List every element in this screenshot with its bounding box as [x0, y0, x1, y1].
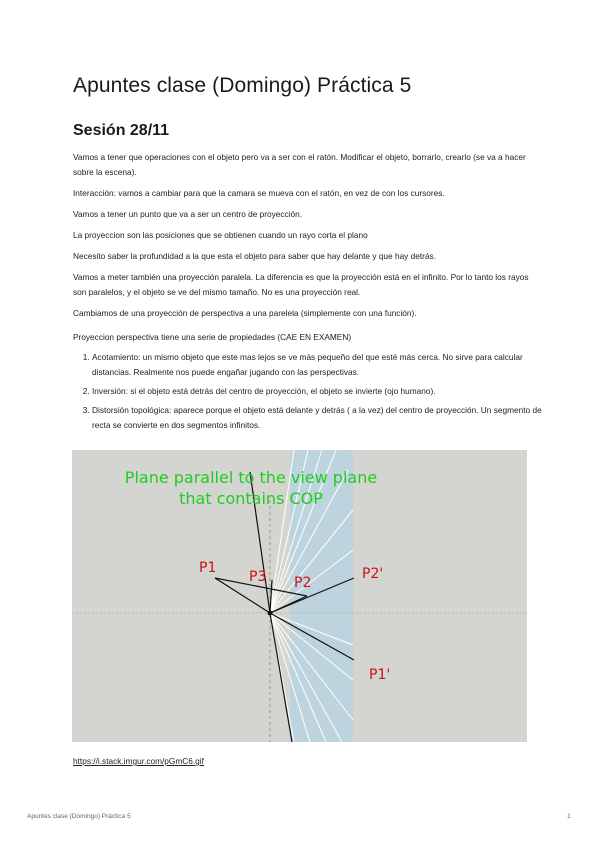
paragraph: Interacción: vamos a cambiar para que la camara se mueva con el ratón, en vez de con los cursores. [73, 188, 445, 198]
figure-caption-line1: Plane parallel to the view plane [124, 468, 378, 487]
label-p2: P2 [294, 575, 312, 591]
list-item: 3. Distorsión topológica: aparece porque el objeto está delante y detrás ( a la vez) del centro de proyección. Un segmento de recta se convierte en dos segmentos infinitos. [92, 403, 544, 433]
list-item: 1. Acotamiento: un mismo objeto que este mas lejos se ve más pequeño del que esté más cerca. No sirve para calcular distancias. Realmente nos puede engañar jugando con las perspectivas. [92, 350, 544, 380]
page-title: Apuntes clase (Domingo) Práctica 5 [73, 74, 412, 97]
properties-intro: Proyeccion perspectiva tiene una serie de propiedades (CAE EN EXAMEN) [73, 332, 352, 342]
paragraph: Vamos a meter también una proyección paralela. La diferencia es que la proyección está en el infinito. Por lo tanto los rayos son paralelos, y el objeto se ve del mismo tamaño. No es una proyección real. [73, 272, 529, 297]
figure-caption-line2: that contains COP [179, 489, 323, 508]
image-source-link[interactable]: https://i.stack.imgur.com/pGmC6.gif [73, 756, 204, 766]
label-p1: P1 [199, 560, 217, 576]
paragraph: Cambiamos de una proyección de perspectiva a una parelela (simplemente con una función). [73, 308, 417, 318]
label-p3: P3 [249, 569, 267, 585]
paragraph: La proyeccion son las posiciones que se obtienen cuando un rayo corta el plano [73, 230, 368, 240]
session-heading: Sesión 28/11 [73, 122, 170, 139]
paragraph: Necesito saber la profundidad a la que esta el objeto para saber que hay delante y que hay detrás. [73, 251, 437, 261]
list-item: 2. Inversión: si el objeto está detrás del centro de proyección, el objeto se invierte (ojo humano). [92, 384, 544, 399]
properties-list [73, 350, 544, 437]
footer-title: Apuntes clase (Domingo) Práctica 5 [27, 813, 131, 820]
paragraph: Vamos a tener que operaciones con el objeto pero va a ser con el ratón. Modificar el objeto, borrarlo, crearlo (se va a hacer sobre la escena). [73, 152, 526, 177]
projection-diagram [72, 450, 527, 742]
cop-point [268, 611, 273, 616]
page-number: 1 [567, 813, 571, 820]
label-p1-prime: P1' [369, 667, 391, 683]
projection-figure [72, 450, 527, 742]
notes-paragraphs [73, 150, 535, 327]
label-p2-prime: P2' [362, 566, 384, 582]
paragraph: Vamos a tener un punto que va a ser un centro de proyección. [73, 209, 303, 219]
